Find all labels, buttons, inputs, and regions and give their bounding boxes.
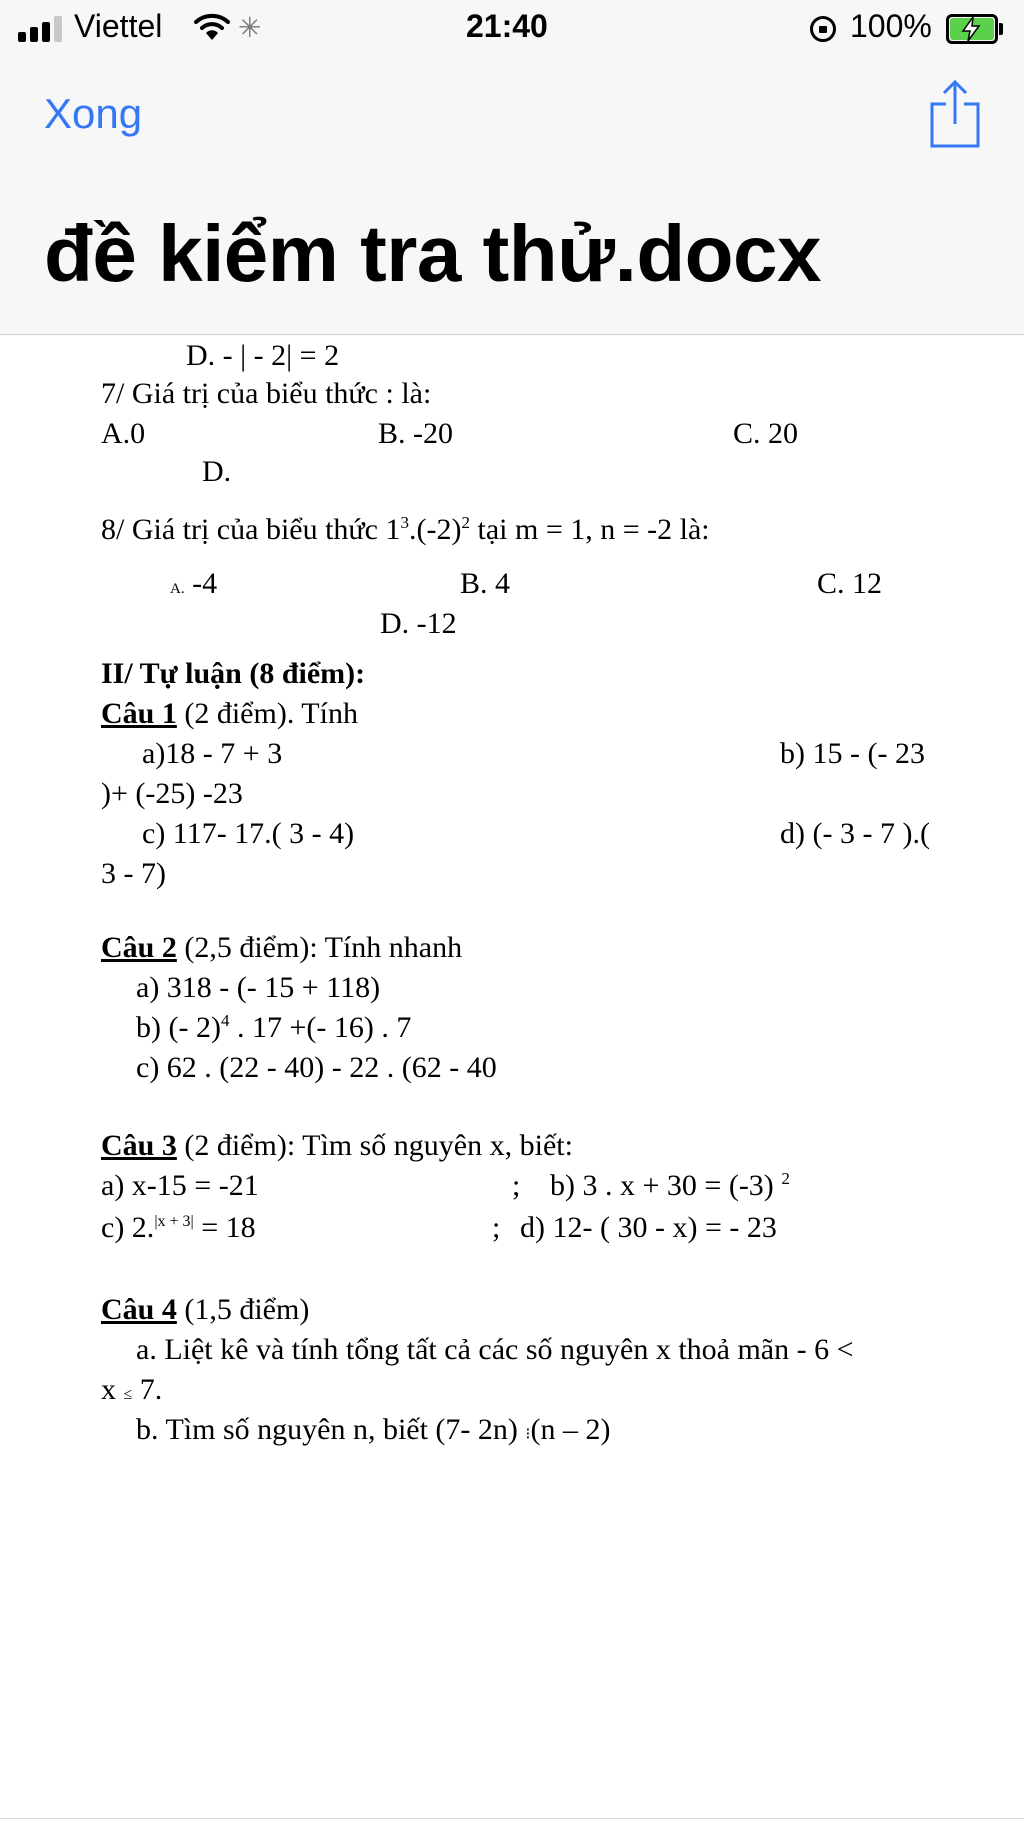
cau3-b: b) 3 . x + 30 = (-3) $^2$: [550, 1169, 790, 1202]
cau4-a: a. Liệt kê và tính tổng tất cả các số nguyên x thoả mãn - 6 <: [136, 1333, 854, 1366]
cau1-d-continued: 3 - 7): [101, 857, 166, 890]
document-viewer[interactable]: [0, 335, 1024, 1805]
q8-option-a: A. -4: [170, 567, 218, 600]
cau4-a-continued: x ≤ 7.: [101, 1373, 163, 1406]
cau2-c: c) 62 . (22 - 40) - 22 . (62 - 40: [136, 1051, 497, 1084]
cau3-heading: Câu 3 (2 điểm): Tìm số nguyên x, biết:: [101, 1129, 573, 1162]
cau1-c: c) 117- 17.( 3 - 4): [142, 817, 355, 850]
cau2-b: b) (- 2)$^4$ . 17 +(- 16) . 7: [136, 1011, 412, 1044]
bottom-divider: [0, 1818, 1024, 1819]
done-button[interactable]: Xong: [44, 90, 143, 137]
cau3-d-separator: ;: [492, 1211, 501, 1244]
q8-prompt: 8/ Giá trị của biểu thức $1^3.(-2)^2$ tại m = 1, n = -2 là:: [101, 513, 710, 546]
battery-percent: 100%: [850, 8, 932, 44]
q7-option-d: D.: [202, 455, 232, 488]
q8-option-c: C. 12: [817, 567, 883, 600]
q7-option-c: C. 20: [733, 417, 799, 450]
cau4-heading: Câu 4 (1,5 điểm): [101, 1293, 310, 1326]
q7-option-b: B. -20: [378, 417, 453, 450]
cau1-heading: Câu 1 (2 điểm). Tính: [101, 697, 358, 730]
q8-option-b: B. 4: [460, 567, 511, 600]
cau1-b: b) 15 - (- 23: [780, 737, 925, 770]
status-bar: [0, 0, 1024, 58]
navigation-bar: [0, 58, 1024, 335]
cau3-d: d) 12- ( 30 - x) = - 23: [520, 1211, 777, 1244]
cau4-b: b. Tìm số nguyên n, biết (7- 2n) ⁝(n – 2): [136, 1413, 611, 1446]
q6-option-d: D. - | - 2| = 2: [186, 339, 340, 372]
cau2-a: a) 318 - (- 15 + 118): [136, 971, 381, 1004]
q7-prompt: 7/ Giá trị của biểu thức : là:: [101, 377, 432, 410]
carrier-name: Viettel: [74, 8, 163, 44]
rotation-lock-icon: [810, 16, 836, 42]
clock: 21:40: [466, 8, 548, 44]
cellular-signal-icon: [18, 16, 68, 42]
cau3-b-separator: ;: [512, 1169, 521, 1202]
wifi-icon: [194, 12, 230, 50]
cau1-a: a)18 - 7 + 3: [142, 737, 283, 770]
section-2-title: II/ Tự luận (8 điểm):: [101, 657, 366, 690]
q7-option-a: A.0: [101, 417, 146, 450]
cau3-c: c) 2.$^{|x + 3|}$ = 18: [101, 1211, 256, 1244]
cau1-b-continued: )+ (-25) -23: [101, 777, 243, 810]
q8-option-d: D. -12: [380, 607, 457, 640]
share-icon[interactable]: [928, 76, 982, 150]
cau2-heading: Câu 2 (2,5 điểm): Tính nhanh: [101, 931, 463, 964]
cau3-a: a) x-15 = -21: [101, 1169, 259, 1202]
cau1-d: d) (- 3 - 7 ).(: [780, 817, 930, 850]
document-title: đề kiểm tra thử.docx: [44, 209, 822, 298]
activity-spinner-icon: ✳: [238, 12, 262, 43]
battery-charging-icon: [946, 14, 1004, 44]
